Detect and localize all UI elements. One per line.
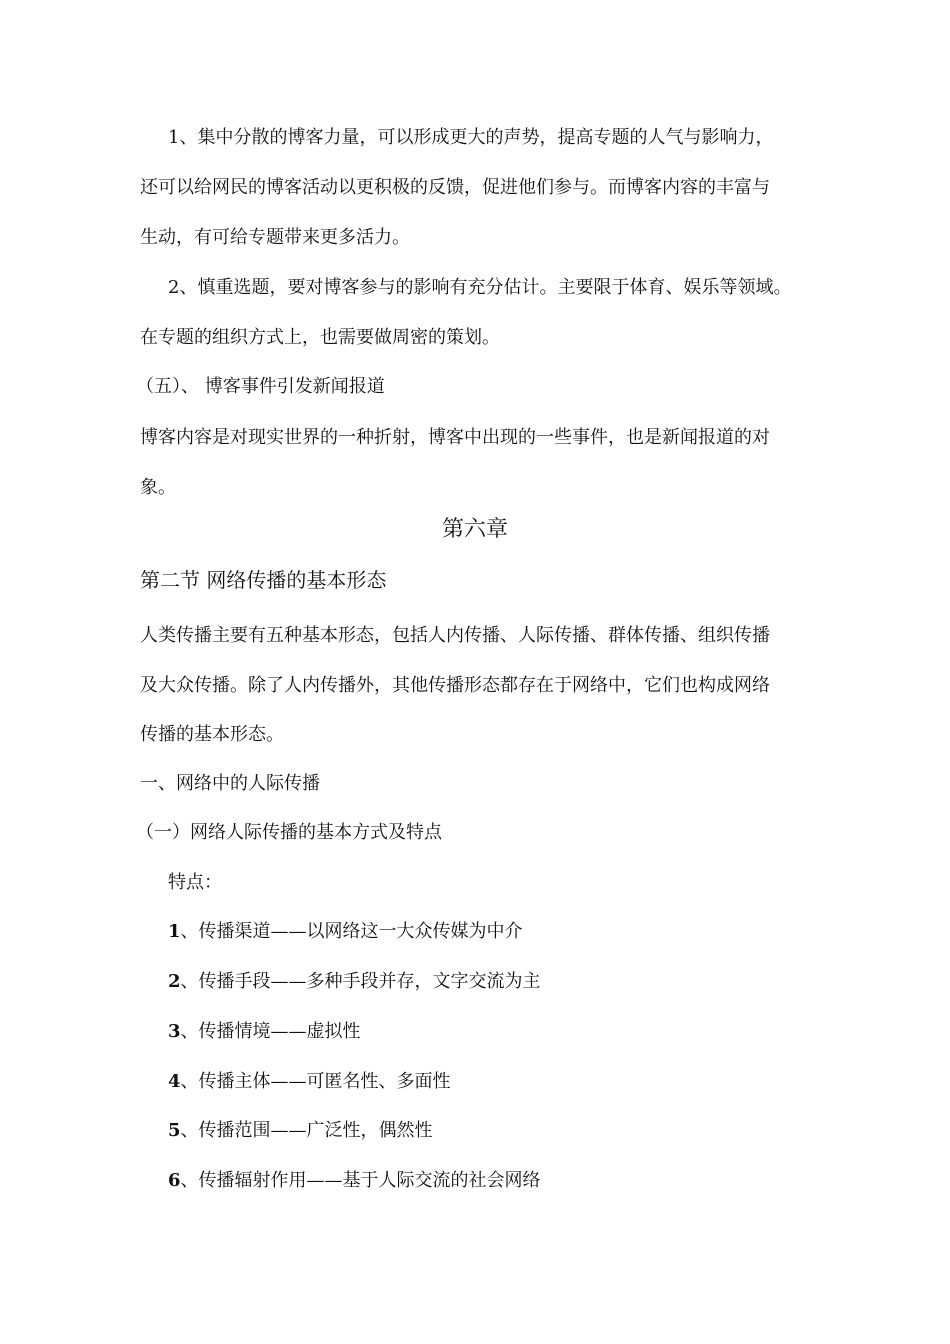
blog-paragraph-2-line-2: 在专题的组织方式上，也需要做周密的策划。 — [140, 327, 500, 348]
feature-item-4 — [168, 1070, 848, 1094]
feature-number: 4 — [168, 1071, 181, 1092]
subheading-methods-features: （一）网络人际传播的基本方式及特点 — [136, 822, 442, 843]
feature-item-3 — [168, 1020, 848, 1044]
feature-text: 、传播情境——虚拟性 — [180, 1021, 361, 1042]
feature-text: 、传播手段——多种手段并存，文字交流为主 — [180, 971, 541, 992]
feature-text: 、传播辐射作用——基于人际交流的社会网络 — [180, 1170, 541, 1191]
intro-line-2: 及大众传播。除了人内传播外，其他传播形态都存在于网络中，它们也构成网络 — [140, 675, 770, 696]
feature-number: 1 — [168, 921, 181, 942]
features-label: 特点： — [168, 872, 222, 893]
blog-paragraph-3-line-1: 博客内容是对现实世界的一种折射，博客中出现的一些事件，也是新闻报道的对 — [140, 427, 770, 448]
blog-paragraph-3-line-2: 象。 — [140, 477, 176, 498]
feature-item-1 — [168, 920, 848, 944]
feature-text: 、传播渠道——以网络这一大众传媒为中介 — [180, 921, 523, 942]
feature-item-6 — [168, 1169, 848, 1193]
intro-line-3: 传播的基本形态。 — [140, 724, 284, 745]
section-title: 第二节 网络传播的基本形态 — [140, 568, 387, 592]
blog-heading-5: （五）、 博客事件引发新闻报道 — [136, 376, 385, 397]
blog-paragraph-1-line-2: 还可以给网民的博客活动以更积极的反馈，促进他们参与。而博客内容的丰富与 — [140, 177, 770, 198]
chapter-title: 第六章 — [441, 517, 508, 542]
blog-paragraph-1-line-1: 1、集中分散的博客力量，可以形成更大的声势，提高专题的人气与影响力， — [168, 127, 774, 148]
feature-item-2 — [168, 970, 848, 994]
feature-number: 5 — [168, 1120, 181, 1141]
blog-paragraph-1-line-3: 生动，有可给专题带来更多活力。 — [140, 227, 410, 248]
feature-text: 、传播主体——可匿名性、多面性 — [180, 1071, 451, 1092]
subheading-interpersonal: 一、网络中的人际传播 — [140, 773, 320, 794]
feature-text: 、传播范围——广泛性，偶然性 — [180, 1120, 433, 1141]
feature-item-5 — [168, 1119, 848, 1143]
intro-line-1: 人类传播主要有五种基本形态，包括人内传播、人际传播、群体传播、组织传播 — [140, 625, 770, 646]
blog-paragraph-2-line-1: 2、慎重选题，要对博客参与的影响有充分估计。主要限于体育、娱乐等领域。 — [168, 277, 792, 298]
feature-number: 3 — [168, 1021, 181, 1042]
feature-number: 2 — [168, 971, 181, 992]
feature-number: 6 — [168, 1170, 181, 1191]
